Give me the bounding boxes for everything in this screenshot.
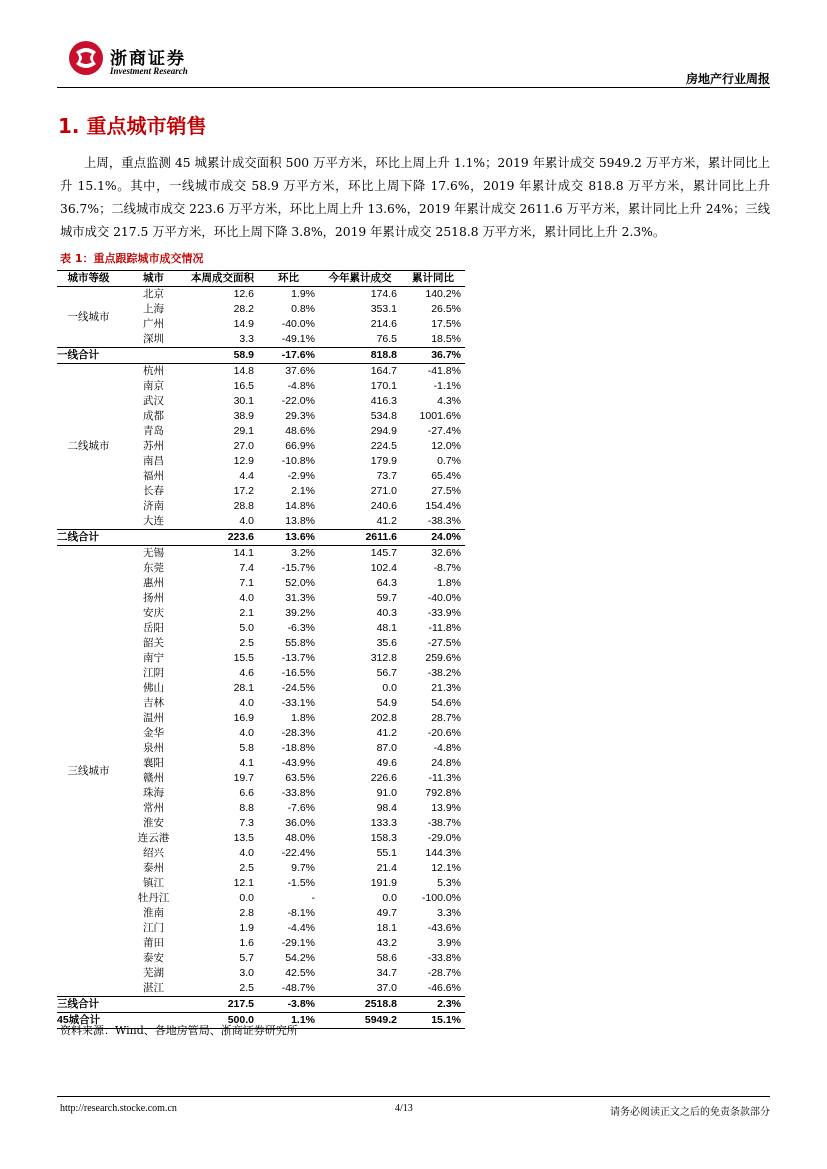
table-header-row	[57, 271, 465, 287]
weekly-area-cell: 28.1	[233, 682, 254, 694]
ytd-cell: 54.9	[376, 697, 397, 709]
yoy-cell: -33.9%	[427, 607, 461, 619]
city-cell: 南宁	[143, 652, 164, 664]
city-cell: 常州	[143, 802, 164, 814]
yoy-cell: 154.4%	[425, 500, 461, 512]
ytd-cell: 271.0	[370, 485, 397, 497]
yoy-cell: -11.8%	[428, 622, 461, 634]
yoy-cell: -4.8%	[433, 742, 461, 754]
yoy-cell: 4.3%	[437, 395, 461, 407]
wow-cell: 2.1%	[291, 485, 315, 497]
wow-cell: 39.2%	[285, 607, 315, 619]
yoy-cell: -38.3%	[427, 515, 461, 527]
header-yoy: 累计同比	[401, 271, 465, 287]
city-cell: 岳阳	[143, 622, 164, 634]
wow-cell: 14.8%	[285, 500, 315, 512]
wow-cell: 42.5%	[285, 967, 315, 979]
ytd-cell: 226.6	[370, 772, 397, 784]
table-row	[57, 287, 465, 303]
yoy-cell: 1.8%	[437, 577, 461, 589]
ytd-cell: 240.6	[370, 500, 397, 512]
wow-cell: -28.3%	[281, 727, 315, 739]
yoy-cell: -11.3%	[428, 772, 461, 784]
yoy-cell: -41.8%	[427, 365, 461, 377]
yoy-cell: -38.2%	[427, 667, 461, 679]
ytd-cell: 312.8	[370, 652, 397, 664]
subtotal-row	[57, 997, 465, 1013]
disclaimer-note: 请务必阅读正文之后的免责条款部分	[610, 1107, 770, 1118]
weekly-area-cell: 19.7	[233, 772, 254, 784]
subtotal-weekly-area: 223.6	[187, 530, 258, 546]
weekly-area-cell: 29.1	[233, 425, 254, 437]
ytd-cell: 98.4	[376, 802, 397, 814]
ytd-cell: 145.7	[370, 547, 397, 559]
weekly-area-cell: 4.0	[239, 727, 254, 739]
city-cell: 长春	[143, 485, 164, 497]
weekly-area-cell: 4.0	[239, 592, 254, 604]
grand-total-weekly-area: 500.0	[187, 1013, 258, 1029]
city-cell: 济南	[143, 500, 164, 512]
subtotal-yoy: 36.7%	[401, 348, 465, 364]
ytd-cell: 133.3	[370, 817, 397, 829]
yoy-cell: -38.7%	[427, 817, 461, 829]
yoy-cell: 27.5%	[431, 485, 461, 497]
city-cell: 惠州	[143, 577, 164, 589]
subtotal-ytd: 818.8	[319, 348, 401, 364]
weekly-area-cell: 6.6	[239, 787, 254, 799]
wow-cell: 1.8%	[291, 712, 315, 724]
weekly-area-cell: 12.1	[233, 877, 254, 889]
header-city: 城市	[120, 271, 187, 287]
weekly-area-cell: 16.9	[233, 712, 254, 724]
city-cell: 上海	[143, 303, 164, 315]
ytd-cell: 58.6	[376, 952, 397, 964]
weekly-area-cell: 5.8	[239, 742, 254, 754]
grand-total-label: 45城合计	[57, 1013, 187, 1029]
yoy-cell: 5.3%	[437, 877, 461, 889]
wow-cell: 9.7%	[291, 862, 315, 874]
city-cell: 赣州	[143, 772, 164, 784]
city-cell: 芜湖	[143, 967, 164, 979]
yoy-cell: -33.8%	[427, 952, 461, 964]
weekly-area-cell: 27.0	[233, 440, 254, 452]
city-cell: 北京	[143, 288, 164, 300]
subtotal-weekly-area: 58.9	[187, 348, 258, 364]
weekly-area-cell: 2.5	[239, 637, 254, 649]
wow-cell: -4.4%	[287, 922, 315, 934]
weekly-area-cell: 1.6	[239, 937, 254, 949]
weekly-area-cell: 7.4	[239, 562, 254, 574]
ytd-cell: 353.1	[370, 303, 397, 315]
ytd-cell: 64.3	[376, 577, 397, 589]
wow-cell: 48.6%	[285, 425, 315, 437]
summary-paragraph: 上周，重点监测 45 城累计成交面积 500 万平方米，环比上周上升 1.1%；2019 年累计成交 5949.2 万平方米，累计同比上升 15.1%。其中，一线城市成交 58.9 万平方米，环比上周下降 17.6%，2019 年累计成交 818.8 万平方米，累计同比上升 36.7%；二线城市成交 223.6 万平方米，环比上周上升 13.6%，2019 年累计成交 2611.6 万平方米，累计同比上升 24%；三线城市成交 217.5 万平方米，环比上周下降 3.8%，2019 年累计成交 2518.8 万平方米，累计同比上升 2.3%。	[60, 156, 770, 239]
ytd-cell: 179.9	[370, 455, 397, 467]
ytd-cell: 41.2	[376, 515, 397, 527]
ytd-cell: 59.7	[376, 592, 397, 604]
yoy-cell: 54.6%	[431, 697, 461, 709]
grand-total-wow: 1.1%	[258, 1013, 319, 1029]
ytd-cell: 41.2	[376, 727, 397, 739]
wow-cell: -22.4%	[281, 847, 315, 859]
table-row	[57, 546, 465, 562]
yoy-cell: 26.5%	[431, 303, 461, 315]
wow-cell: 63.5%	[285, 772, 315, 784]
city-cell: 大连	[143, 515, 164, 527]
weekly-area-cell: 5.0	[239, 622, 254, 634]
ytd-cell: 174.6	[370, 288, 397, 300]
wow-cell: -33.1%	[281, 697, 315, 709]
weekly-area-cell: 7.3	[239, 817, 254, 829]
yoy-cell: 18.5%	[431, 333, 461, 345]
tier-label: 一线城市	[67, 310, 110, 323]
city-cell: 南京	[143, 380, 164, 392]
header-divider	[57, 87, 770, 88]
wow-cell: 48.0%	[285, 832, 315, 844]
header-weekly-area: 本周成交面积	[187, 271, 258, 287]
city-cell: 湛江	[143, 982, 164, 994]
header-wow: 环比	[258, 271, 319, 287]
yoy-cell: -8.7%	[433, 562, 461, 574]
weekly-area-cell: 4.1	[239, 757, 254, 769]
city-cell: 绍兴	[143, 847, 164, 859]
ytd-cell: 73.7	[376, 470, 397, 482]
ytd-cell: 37.0	[376, 982, 397, 994]
ytd-cell: 164.7	[370, 365, 397, 377]
ytd-cell: 43.2	[376, 937, 397, 949]
weekly-area-cell: 4.6	[239, 667, 254, 679]
city-cell: 福州	[143, 470, 164, 482]
wow-cell: -40.0%	[281, 318, 315, 330]
source-note: 资料来源：Wind、各地房管局、浙商证券研究所	[60, 1024, 298, 1037]
city-cell: 深圳	[143, 333, 164, 345]
yoy-cell: 28.7%	[431, 712, 461, 724]
yoy-cell: 144.3%	[425, 847, 461, 859]
yoy-cell: -100.0%	[421, 892, 461, 904]
city-cell: 成都	[143, 410, 164, 422]
yoy-cell: 21.3%	[431, 682, 461, 694]
ytd-cell: 49.6	[376, 757, 397, 769]
city-cell: 襄阳	[143, 757, 164, 769]
report-type: 房地产行业周报	[685, 72, 770, 86]
wow-cell: 66.9%	[285, 440, 315, 452]
wow-cell: 13.8%	[285, 515, 315, 527]
yoy-cell: -46.6%	[427, 982, 461, 994]
city-cell: 江门	[143, 922, 164, 934]
wow-cell: -18.8%	[281, 742, 315, 754]
city-cell: 杭州	[143, 365, 164, 377]
grand-total-ytd: 5949.2	[319, 1013, 401, 1029]
weekly-area-cell: 13.5	[233, 832, 254, 844]
wow-cell: 31.3%	[285, 592, 315, 604]
wow-cell: -49.1%	[281, 333, 315, 345]
city-cell: 连云港	[137, 832, 170, 844]
ytd-cell: 34.7	[376, 967, 397, 979]
ytd-cell: 214.6	[370, 318, 397, 330]
city-cell: 珠海	[143, 787, 164, 799]
yoy-cell: 792.8%	[425, 787, 461, 799]
footer-url: http://research.stocke.com.cn	[60, 1103, 177, 1114]
yoy-cell: -28.7%	[427, 967, 461, 979]
city-cell: 江阴	[143, 667, 164, 679]
grand-total-yoy: 15.1%	[401, 1013, 465, 1029]
yoy-cell: -20.6%	[427, 727, 461, 739]
wow-cell: 54.2%	[285, 952, 315, 964]
city-cell: 淮安	[143, 817, 164, 829]
yoy-cell: -27.4%	[427, 425, 461, 437]
yoy-cell: 1001.6%	[419, 410, 461, 422]
tier-label: 二线城市	[67, 440, 110, 452]
city-cell: 温州	[143, 712, 164, 724]
ytd-cell: 18.1	[376, 922, 397, 934]
weekly-area-cell: 38.9	[233, 410, 254, 422]
weekly-area-cell: 14.8	[233, 365, 254, 377]
weekly-area-cell: 2.5	[239, 862, 254, 874]
table-row	[57, 364, 465, 380]
weekly-area-cell: 30.1	[233, 395, 254, 407]
weekly-area-cell: 7.1	[239, 577, 254, 589]
ytd-cell: 0.0	[382, 892, 397, 904]
footer-divider	[57, 1096, 770, 1097]
subtotal-row	[57, 530, 465, 546]
subtotal-yoy: 24.0%	[401, 530, 465, 546]
ytd-cell: 102.4	[370, 562, 397, 574]
ytd-cell: 534.8	[370, 410, 397, 422]
yoy-cell: 12.0%	[431, 440, 461, 452]
wow-cell: -48.7%	[281, 982, 315, 994]
yoy-cell: 3.3%	[437, 907, 461, 919]
weekly-area-cell: 28.8	[233, 500, 254, 512]
ytd-cell: 0.0	[382, 682, 397, 694]
ytd-cell: 87.0	[376, 742, 397, 754]
city-cell: 泰安	[143, 952, 164, 964]
ytd-cell: 416.3	[370, 395, 397, 407]
ytd-cell: 91.0	[376, 787, 397, 799]
city-cell: 安庆	[143, 607, 164, 619]
wow-cell: -	[311, 892, 315, 904]
ytd-cell: 202.8	[370, 712, 397, 724]
section-title: 1. 重点城市销售	[58, 114, 207, 138]
yoy-cell: 3.9%	[437, 937, 461, 949]
weekly-area-cell: 2.1	[239, 607, 254, 619]
city-cell: 青岛	[143, 425, 164, 437]
yoy-cell: 24.8%	[431, 757, 461, 769]
weekly-area-cell: 0.0	[239, 892, 254, 904]
city-cell: 扬州	[143, 592, 164, 604]
subtotal-weekly-area: 217.5	[187, 997, 258, 1013]
wow-cell: -15.7%	[281, 562, 315, 574]
weekly-area-cell: 4.4	[239, 470, 254, 482]
wow-cell: -10.8%	[281, 455, 315, 467]
yoy-cell: 140.2%	[425, 288, 461, 300]
city-cell: 无锡	[143, 547, 164, 559]
city-cell: 淮南	[143, 907, 164, 919]
wow-cell: -6.3%	[287, 622, 315, 634]
yoy-cell: 259.6%	[425, 652, 461, 664]
yoy-cell: 12.1%	[431, 862, 461, 874]
weekly-area-cell: 15.5	[233, 652, 254, 664]
weekly-area-cell: 3.3	[239, 333, 254, 345]
city-cell: 镇江	[143, 877, 164, 889]
wow-cell: 36.0%	[285, 817, 315, 829]
wow-cell: 1.9%	[291, 288, 315, 300]
wow-cell: -22.0%	[281, 395, 315, 407]
ytd-cell: 158.3	[370, 832, 397, 844]
ytd-cell: 76.5	[376, 333, 397, 345]
yoy-cell: 13.9%	[431, 802, 461, 814]
ytd-cell: 49.7	[376, 907, 397, 919]
wow-cell: -24.5%	[281, 682, 315, 694]
weekly-area-cell: 5.7	[239, 952, 254, 964]
wow-cell: -2.9%	[287, 470, 315, 482]
city-cell: 东莞	[143, 562, 164, 574]
wow-cell: 52.0%	[285, 577, 315, 589]
ytd-cell: 35.6	[376, 637, 397, 649]
wow-cell: -4.8%	[287, 380, 315, 392]
subtotal-ytd: 2611.6	[319, 530, 401, 546]
weekly-area-cell: 2.5	[239, 982, 254, 994]
city-cell: 广州	[143, 318, 164, 330]
yoy-cell: 17.5%	[431, 318, 461, 330]
subtotal-label: 一线合计	[57, 348, 187, 364]
page-number: 4/13	[395, 1103, 413, 1114]
ytd-cell: 191.9	[370, 877, 397, 889]
ytd-cell: 48.1	[376, 622, 397, 634]
weekly-area-cell: 14.1	[233, 547, 254, 559]
city-cell: 吉林	[143, 697, 164, 709]
weekly-area-cell: 14.9	[233, 318, 254, 330]
city-sales-table	[57, 270, 465, 1029]
wow-cell: -16.5%	[281, 667, 315, 679]
yoy-cell: 0.7%	[437, 455, 461, 467]
city-cell: 牡丹江	[137, 892, 170, 904]
weekly-area-cell: 16.5	[233, 380, 254, 392]
brand-name: 浙商证券	[110, 49, 186, 69]
city-cell: 苏州	[143, 440, 164, 452]
city-cell: 韶关	[143, 637, 164, 649]
city-cell: 金华	[143, 727, 164, 739]
city-cell: 佛山	[143, 682, 164, 694]
weekly-area-cell: 1.9	[239, 922, 254, 934]
subtotal-wow: 13.6%	[258, 530, 319, 546]
wow-cell: 0.8%	[291, 303, 315, 315]
subtotal-wow: -3.8%	[258, 997, 319, 1013]
yoy-cell: 32.6%	[431, 547, 461, 559]
subtotal-yoy: 2.3%	[401, 997, 465, 1013]
wow-cell: -7.6%	[287, 802, 315, 814]
subtotal-label: 三线合计	[57, 997, 187, 1013]
city-cell: 南昌	[143, 455, 164, 467]
yoy-cell: -1.1%	[433, 380, 461, 392]
city-cell: 泉州	[143, 742, 164, 754]
tier-label: 三线城市	[67, 764, 110, 777]
subtotal-label: 二线合计	[57, 530, 187, 546]
weekly-area-cell: 2.8	[239, 907, 254, 919]
weekly-area-cell: 12.9	[233, 455, 254, 467]
subtotal-row	[57, 348, 465, 364]
wow-cell: 37.6%	[285, 365, 315, 377]
brand-subtitle: Investment Research	[110, 66, 188, 76]
subtotal-ytd: 2518.8	[319, 997, 401, 1013]
weekly-area-cell: 8.8	[239, 802, 254, 814]
wow-cell: -43.9%	[281, 757, 315, 769]
weekly-area-cell: 17.2	[233, 485, 254, 497]
city-cell: 武汉	[143, 395, 164, 407]
yoy-cell: 65.4%	[431, 470, 461, 482]
ytd-cell: 40.3	[376, 607, 397, 619]
ytd-cell: 224.5	[370, 440, 397, 452]
yoy-cell: -40.0%	[427, 592, 461, 604]
logo-icon	[68, 40, 104, 76]
weekly-area-cell: 4.0	[239, 847, 254, 859]
ytd-cell: 56.7	[376, 667, 397, 679]
city-cell: 莆田	[143, 937, 164, 949]
yoy-cell: -43.6%	[427, 922, 461, 934]
weekly-area-cell: 4.0	[239, 697, 254, 709]
wow-cell: -8.1%	[287, 907, 315, 919]
weekly-area-cell: 3.0	[239, 967, 254, 979]
wow-cell: -33.8%	[281, 787, 315, 799]
wow-cell: -13.7%	[281, 652, 315, 664]
wow-cell: 29.3%	[285, 410, 315, 422]
header-tier: 城市等级	[57, 271, 120, 287]
wow-cell: 3.2%	[291, 547, 315, 559]
header-ytd: 今年累计成交	[319, 271, 401, 287]
ytd-cell: 294.9	[370, 425, 397, 437]
weekly-area-cell: 12.6	[233, 288, 254, 300]
city-cell: 泰州	[143, 862, 164, 874]
wow-cell: -1.5%	[287, 877, 315, 889]
ytd-cell: 21.4	[376, 862, 397, 874]
ytd-cell: 170.1	[370, 380, 397, 392]
wow-cell: -29.1%	[281, 937, 315, 949]
yoy-cell: -27.5%	[427, 637, 461, 649]
ytd-cell: 55.1	[376, 847, 397, 859]
weekly-area-cell: 28.2	[233, 303, 254, 315]
wow-cell: 55.8%	[285, 637, 315, 649]
subtotal-wow: -17.6%	[258, 348, 319, 364]
weekly-area-cell: 4.0	[239, 515, 254, 527]
yoy-cell: -29.0%	[427, 832, 461, 844]
table-caption: 表 1：重点跟踪城市成交情况	[60, 252, 204, 265]
table-body	[57, 287, 465, 1029]
